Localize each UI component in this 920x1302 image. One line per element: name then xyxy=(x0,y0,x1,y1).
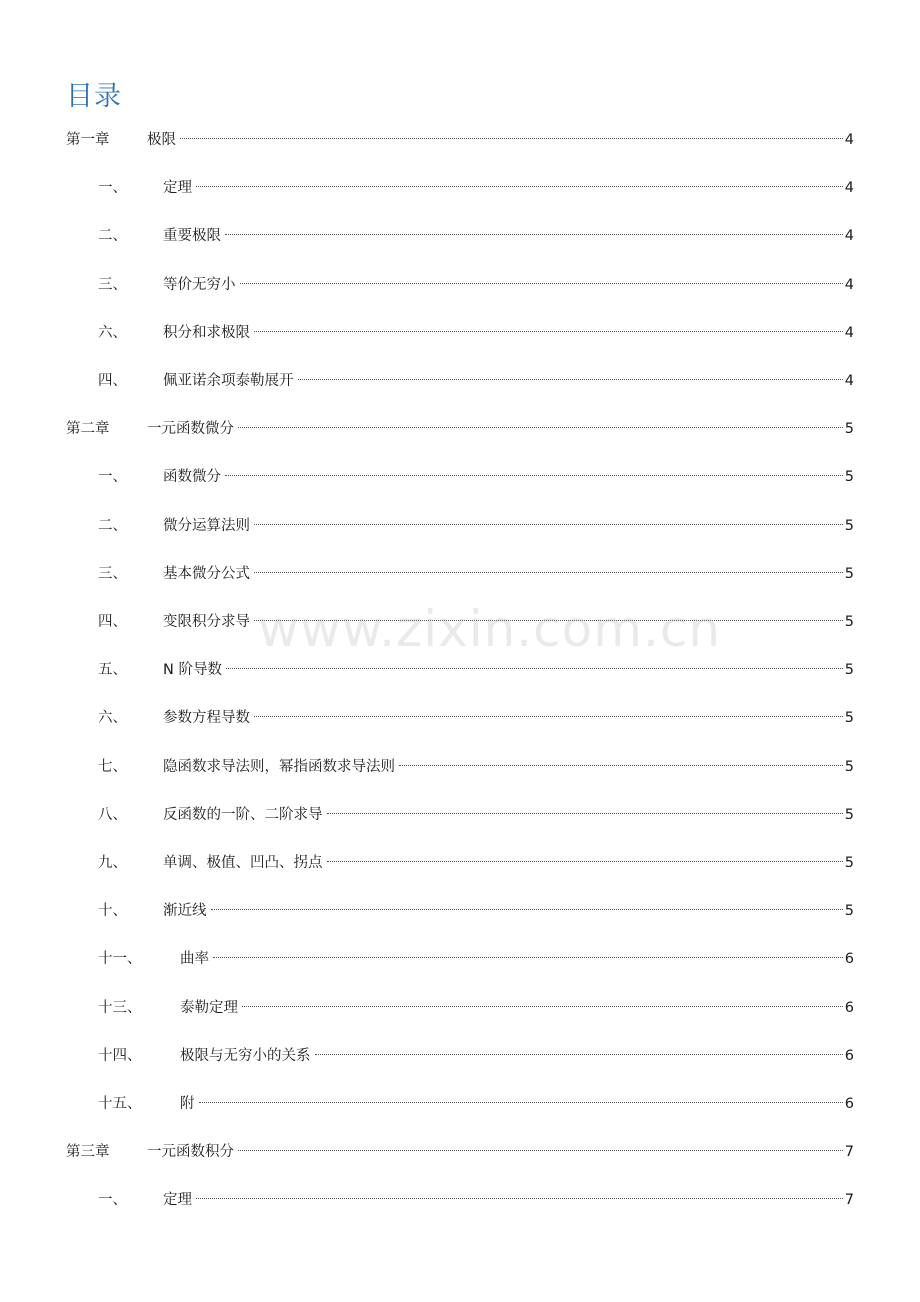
toc-entry-page: 5 xyxy=(844,517,854,534)
dot-leader xyxy=(254,716,843,717)
dot-leader xyxy=(242,1006,843,1007)
dot-leader xyxy=(199,1102,843,1103)
dot-leader xyxy=(196,186,843,187)
toc-entry-page: 5 xyxy=(844,855,854,871)
toc-entry-title: 极限 xyxy=(147,128,178,152)
toc-entry-title: 变限积分求导 xyxy=(163,610,252,634)
toc-entry[interactable] xyxy=(0,128,920,152)
toc-entry-number: 七、 xyxy=(98,758,127,775)
toc-entry-page: 6 xyxy=(844,999,854,1016)
toc-entry-title: 单调、极值、凹凸、拐点 xyxy=(163,851,325,875)
toc-entry-number: 十四、 xyxy=(98,1047,142,1064)
toc-entry-number: 十一、 xyxy=(98,951,142,968)
dot-leader xyxy=(315,1054,843,1055)
toc-entry-page: 6 xyxy=(844,1096,854,1112)
toc-entry-number: 十、 xyxy=(98,903,127,920)
toc-entry-number: 一、 xyxy=(98,1192,127,1209)
dot-leader xyxy=(226,668,843,669)
toc-entry[interactable] xyxy=(0,465,920,489)
toc-entry-title: 参数方程导数 xyxy=(163,706,252,730)
toc-entry[interactable] xyxy=(0,947,920,971)
toc-entry-number: 三、 xyxy=(98,276,127,293)
dot-leader xyxy=(399,765,843,766)
toc-entry[interactable] xyxy=(0,899,920,923)
toc-entry-page: 4 xyxy=(844,180,854,197)
toc-entry-page: 6 xyxy=(844,1047,854,1064)
toc-entry[interactable] xyxy=(0,1188,920,1212)
toc-entry-title: 泰勒定理 xyxy=(180,996,240,1020)
toc-entry-page: 5 xyxy=(844,421,854,438)
dot-leader xyxy=(240,283,843,284)
toc-entry-page: 7 xyxy=(844,1144,854,1161)
toc-entry-page: 4 xyxy=(844,373,854,389)
toc-entry[interactable] xyxy=(0,755,920,779)
toc-entry-number: 第三章 xyxy=(66,1144,110,1161)
toc-entry-number: 二、 xyxy=(98,517,127,534)
toc-entry[interactable] xyxy=(0,851,920,875)
toc-entry-number: 八、 xyxy=(98,806,127,823)
toc-entry-number: 十五、 xyxy=(98,1096,142,1112)
toc-entry-page: 5 xyxy=(844,565,854,582)
toc-entry-page: 5 xyxy=(844,710,854,727)
toc-entry-title: 一元函数积分 xyxy=(147,1140,236,1164)
toc-entry-page: 5 xyxy=(844,903,854,920)
toc-entry-title: N 阶导数 xyxy=(163,658,224,682)
toc-entry-number: 第二章 xyxy=(66,421,110,438)
toc-entry-title: 曲率 xyxy=(180,947,211,971)
dot-leader xyxy=(298,379,843,380)
dot-leader xyxy=(196,1198,843,1199)
dot-leader xyxy=(327,861,843,862)
toc-entry[interactable] xyxy=(0,321,920,345)
toc-entry-title: 附 xyxy=(180,1092,197,1116)
dot-leader xyxy=(254,331,843,332)
toc-entry-title: 函数微分 xyxy=(163,465,223,489)
toc-entry[interactable] xyxy=(0,417,920,441)
watermark: www.zixin.com.cn xyxy=(258,600,722,658)
toc-entry-number: 六、 xyxy=(98,710,127,727)
toc-entry-number: 六、 xyxy=(98,324,127,341)
toc-entry[interactable] xyxy=(0,706,920,730)
toc-entry-page: 5 xyxy=(844,469,854,486)
dot-leader xyxy=(225,475,843,476)
dot-leader xyxy=(327,813,843,814)
dot-leader xyxy=(254,572,843,573)
toc-entry-number: 一、 xyxy=(98,180,127,197)
toc-entry-number: 二、 xyxy=(98,228,127,245)
dot-leader xyxy=(238,1150,843,1151)
toc-entry[interactable] xyxy=(0,1092,920,1116)
toc-entry-page: 5 xyxy=(844,758,854,775)
toc-entry-title: 定理 xyxy=(163,176,194,200)
toc-entry-title: 重要极限 xyxy=(163,224,223,248)
toc-entry[interactable] xyxy=(0,514,920,538)
toc-entry[interactable] xyxy=(0,658,920,682)
dot-leader xyxy=(225,234,843,235)
toc-entry-page: 5 xyxy=(844,614,854,630)
dot-leader xyxy=(213,957,843,958)
toc-entry[interactable] xyxy=(0,176,920,200)
toc-title: 目录 xyxy=(66,81,122,112)
toc-entry[interactable] xyxy=(0,803,920,827)
toc-entry-title: 反函数的一阶、二阶求导 xyxy=(163,803,325,827)
toc-entry-number: 五、 xyxy=(98,662,127,679)
toc-entry-page: 6 xyxy=(844,951,854,968)
toc-entry-page: 5 xyxy=(844,806,854,823)
toc-entry[interactable] xyxy=(0,369,920,393)
toc-entry-number: 一、 xyxy=(98,469,127,486)
toc-entry-title: 佩亚诺余项泰勒展开 xyxy=(163,369,296,393)
toc-entry-number: 四、 xyxy=(98,614,127,630)
toc-entry-title: 基本微分公式 xyxy=(163,562,252,586)
toc-entry-title: 隐函数求导法则，幂指函数求导法则 xyxy=(163,755,397,779)
toc-entry[interactable] xyxy=(0,1140,920,1164)
toc-entry[interactable] xyxy=(0,224,920,248)
toc-entry-title: 渐近线 xyxy=(163,899,209,923)
dot-leader xyxy=(254,620,843,621)
toc-entry-number: 三、 xyxy=(98,565,127,582)
toc-entry-page: 4 xyxy=(844,132,854,148)
toc-entry-page: 4 xyxy=(844,324,854,341)
toc-entry-title: 微分运算法则 xyxy=(163,514,252,538)
toc-entry-number: 四、 xyxy=(98,373,127,389)
toc-entry[interactable] xyxy=(0,1044,920,1068)
toc-entry-number: 第一章 xyxy=(66,132,110,148)
toc-entry[interactable] xyxy=(0,996,920,1020)
toc-entry-title: 定理 xyxy=(163,1188,194,1212)
toc-entry-page: 4 xyxy=(844,228,854,245)
toc-entry[interactable] xyxy=(0,610,920,634)
toc-entry-title: 等价无穷小 xyxy=(163,273,238,297)
dot-leader xyxy=(238,427,843,428)
toc-entry[interactable] xyxy=(0,562,920,586)
dot-leader xyxy=(211,909,843,910)
toc-entry-page: 7 xyxy=(844,1192,854,1209)
toc-entry-title: 积分和求极限 xyxy=(163,321,252,345)
dot-leader xyxy=(254,524,843,525)
dot-leader xyxy=(180,138,843,139)
toc-entry-page: 5 xyxy=(844,662,854,679)
toc-entry-page: 4 xyxy=(844,276,854,293)
toc-entry-number: 九、 xyxy=(98,855,127,871)
toc-entry-number: 十三、 xyxy=(98,999,142,1016)
toc-entry[interactable] xyxy=(0,273,920,297)
toc-entry-title: 极限与无穷小的关系 xyxy=(180,1044,313,1068)
toc-entry-title: 一元函数微分 xyxy=(147,417,236,441)
